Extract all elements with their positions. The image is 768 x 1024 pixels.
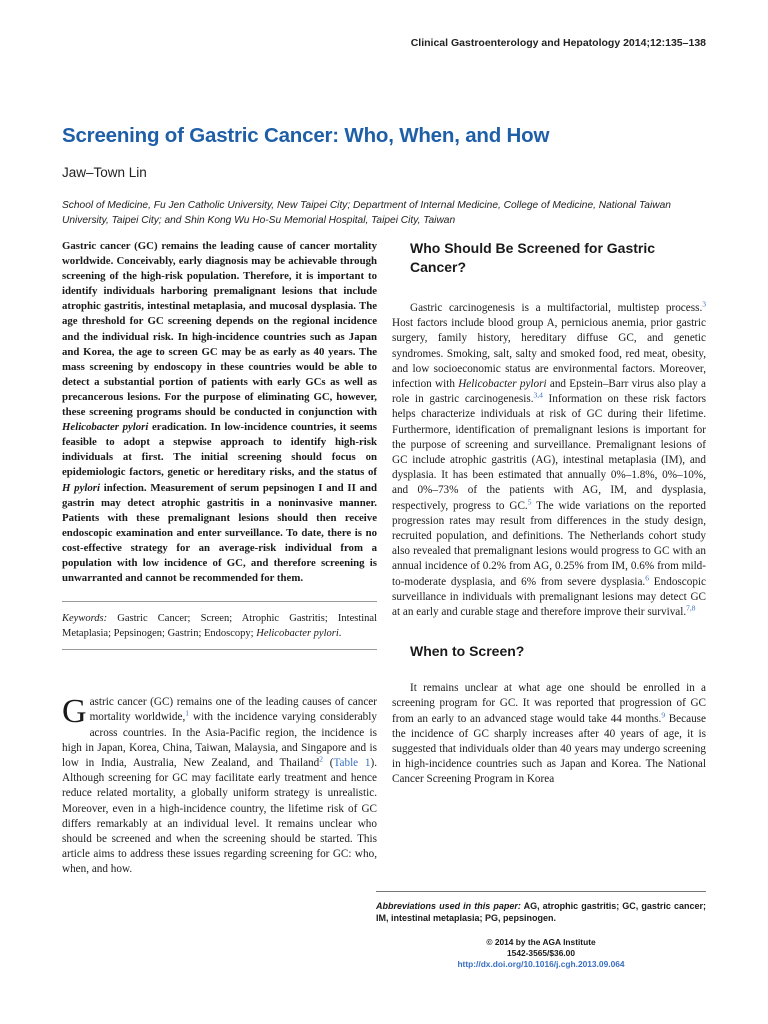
intro-text: astric cancer (GC) remains one of the leading causes of cancer mortality worldwide,: [89, 696, 377, 724]
body-text: Host factors include blood group A, pernicious anemia, prior gastric surgery, family history, hereditary diffuse GC, and genetic syndromes. Smoking, salt, salty and smoked food, red meat, obesity, and low socioeconomic status are environmental factors. Moreover, infection with: [392, 317, 706, 391]
keywords-end: .: [338, 628, 342, 640]
article-title: Screening of Gastric Cancer: Who, When, and How: [62, 124, 550, 147]
introduction-paragraph: [62, 695, 377, 877]
reference-link[interactable]: 1: [185, 708, 190, 718]
reference-link[interactable]: 7,8: [686, 603, 696, 613]
reference-link[interactable]: 2: [319, 754, 323, 764]
keywords-list: Gastric Cancer; Screen; Atrophic Gastritis; Intestinal Metaplasia; Pepsinogen; Gastrin; Endoscopy;: [62, 613, 377, 640]
body-text: Information on these risk factors helps characterize individuals at risk of GC during their lifetime. Furthermore, identification of premalignant lesions is important for the purpose of screening and surveillance. Premalignant lesions of GC include atrophic gastritis (AG), intestinal metaplasia (IM), and dysplasia. It has been estimated that annually 0%–1.8%, 0%–10%, and 0%–73% of the patients with AG, IM, and dysplasia, respectively, progress to GC.: [392, 393, 706, 512]
abstract: [62, 239, 377, 586]
body-text: It remains unclear at what age one should be enrolled in a screening program for GC. It was reported that progression of GC from an early to an advanced stage would take 44 months.: [392, 682, 706, 725]
right-column: [392, 239, 706, 788]
abstract-text: infection. Measurement of serum pepsinogen I and II and gastrin may detect atrophic gastritis in a noninvasive manner. Patients with these premalignant lesions should then receive endoscopic examination and enter surveillance. To date, there is no cost-effective strategy for an average-risk individual from a population with low incidence of GC, and therefore screening is unwarranted and cannot be recommended for them.: [62, 481, 377, 585]
body-text: The wide variations on the reported progression rates may result from differences in the study design, recruited population, and definitions. The Netherlands cohort study also revealed that premalignant lesions would progress to GC with an annual incidence of 0.2% from AG, 0.25% from IM, 0.6% from mild-to-moderate dysplasia, and 6% from severe dysplasia.: [392, 499, 706, 588]
section-heading-who: Who Should Be Screened for Gastric Cancer?: [410, 240, 656, 275]
abstract-term: Helicobacter pylori: [62, 421, 149, 434]
drop-cap: G: [62, 693, 87, 731]
keywords-term: Helicobacter pylori: [256, 628, 339, 640]
body-text: Gastric carcinogenesis is a multifactorial, multistep process.: [410, 302, 703, 314]
abstract-text: Gastric cancer (GC) remains the leading cause of cancer mortality worldwide. Conceivably, early diagnosis may be achievable through screening of the high-risk population. Therefore, it is important to identify individuals harboring premalignant lesions that include atrophic gastritis, intestinal metaplasia, and mucosal dysplasia. The age threshold for GC screening depends on the regional incidence and the individual risk. In high-incidence countries such as Japan and Korea, the age to screen GC may be as early as 40 years. The mass screening by endoscopy in these countries would be able to detect a substantial portion of patients with early GCs as well as precancerous lesions. For the purpose of eliminating GC, however, these screening programs should be conducted in conjunction with: [62, 240, 377, 419]
intro-text: with the incidence varying considerably across countries. In the Asia-Pacific region, the incidence is high in Japan, Korea, China, Taiwan, Malaysia, and Singapore and is low in India, Australia, New Zealand, and Thailand: [62, 711, 377, 769]
abstract-text: eradication. In low-incidence countries, it seems feasible to adopt a stepwise approach to identify high-risk individuals at first. The initial screening should focus on epidemiologic factors, genetic or hereditary risks, and the status of: [62, 421, 378, 479]
reference-link[interactable]: 3: [702, 299, 706, 309]
reference-link[interactable]: 9: [661, 709, 666, 719]
reference-link[interactable]: 6: [645, 572, 649, 582]
author-affiliation: School of Medicine, Fu Jen Catholic University, New Taipei City; Department of Internal Medicine, College of Medicine, National Taiwan University, Taipei City; and Shin Kong Wu Ho-Su Memorial Hospital, Taipei City, Taiwan: [62, 200, 671, 226]
copyright-line: © 2014 by the AGA Institute: [486, 937, 596, 947]
abbreviations-label: Abbreviations used in this paper:: [376, 901, 521, 911]
keywords: [62, 601, 377, 650]
doi-link[interactable]: http://dx.doi.org/10.1016/j.cgh.2013.09.064: [457, 959, 625, 969]
journal-citation: Clinical Gastroenterology and Hepatology 2014;12:135–138: [410, 37, 706, 49]
keywords-label: Keywords:: [62, 613, 108, 625]
abstract-term: H pylori: [62, 481, 100, 494]
abbreviations-footnote: [376, 891, 706, 924]
body-term: Helicobacter pylori: [458, 378, 547, 391]
abbreviations-text: AG, atrophic gastritis; GC, gastric cancer; IM, intestinal metaplasia; PG, pepsinogen.: [376, 901, 706, 923]
intro-text: (: [322, 756, 334, 769]
author-name: Jaw–Town Lin: [62, 165, 147, 180]
body-text: Because the incidence of GC sharply increases after 40 years of age, it is suggested that individuals older than 40 years may undergo screening in high-incidence countries such as Japan and Korea. The National Cancer Screening Program in Korea: [392, 712, 706, 786]
body-text: and Epstein–Barr virus also play a role in gastric carcinogenesis.: [392, 378, 707, 406]
intro-text: ). Although screening for GC may facilitate early treatment and hence reduce related mortality, a globally uniform strategy is unrealistic. Moreover, even in a high-incidence country, the lifetime risk of GC differs remarkably at an individual level. It remains unclear who should be screened and when the screening should be started. This article aims to address these issues regarding screening for GC: who, when, and how.: [62, 756, 377, 876]
body-text: Endoscopic surveillance in individuals with premalignant lesions may detect GC at an early and curable stage and therefore improve their survival.: [392, 575, 707, 619]
issn-line: 1542-3565/$36.00: [507, 948, 575, 958]
reference-link[interactable]: 3,4: [533, 390, 543, 400]
section-who-paragraph: [392, 301, 706, 620]
table-link[interactable]: Table 1: [333, 756, 371, 769]
reference-link[interactable]: 5: [527, 496, 532, 506]
section-heading-when: When to Screen?: [410, 643, 525, 660]
left-column: [62, 239, 377, 878]
section-when-paragraph: [392, 681, 706, 787]
copyright-block: [376, 937, 706, 970]
